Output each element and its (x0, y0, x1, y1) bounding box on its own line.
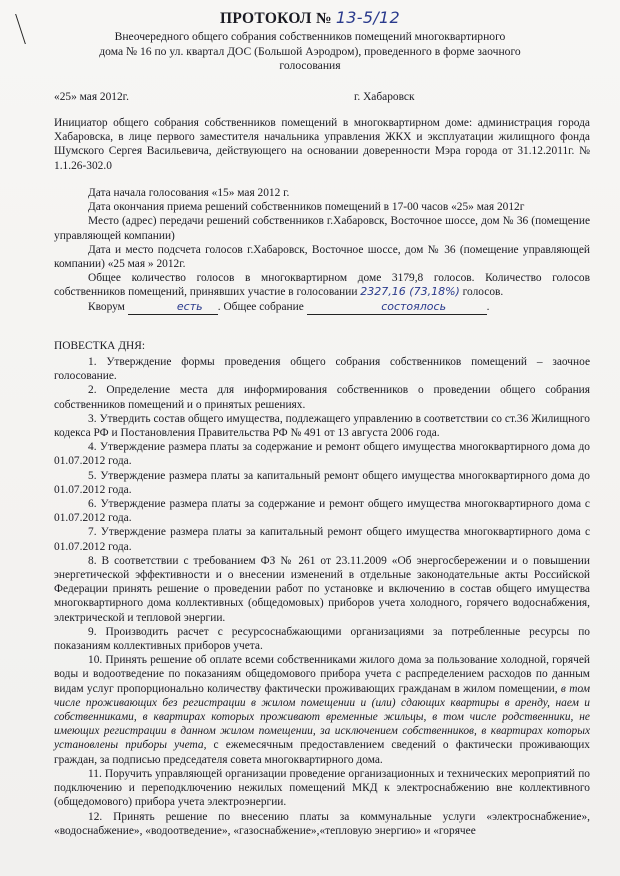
protocol-city: г. Хабаровск (354, 91, 415, 103)
agenda-item: 4. Утверждение размера платы за содержание и ремонт общего имущества многоквартирного дома до 01.07.2012 года. (54, 441, 590, 468)
voting-place: Место (адрес) передачи решений собственников г.Хабаровск, Восточное шоссе, дом № 36 (помещение управляющей компании) (54, 215, 590, 242)
initiator-text: Инициатор общего собрания собственников помещений в многоквартирном доме: администрация города Хабаровска, в лице первого заместителя начальника управления ЖКХ и эксплуатации жилищного фонда Шумского Сергея Васильевича, действующего на основании доверенности Мэра города от 31.12.2011г. № 1.1.26-302.0 (54, 117, 590, 172)
quorum-value: есть (128, 300, 218, 315)
votes-participated-handwritten: 2327,16 (73,18%) (360, 285, 460, 299)
agenda-item: 11. Поручить управляющей организации проведение организационных и технических мероприятий по подключению и переподключению нежилых помещений МКД к электроснабжению вне коллективного (общедомового) прибора учета электроэнергии. (54, 767, 590, 809)
subtitle-line: Внеочередного общего собрания собственников помещений многоквартирного (114, 30, 506, 43)
agenda-item-10-italic: в том числе проживающих без регистрации в жилом помещении и (или) сдающих квартиры в аренду, наем и собственниками, в квартирах которых проживают временные жильцы, в том числе родственники, не имеющих регистрации в данном жилом помещении, за исключением собственников, в квартирах которых установлены приборы учета, (54, 682, 590, 752)
meeting-value: состоялось (307, 300, 487, 315)
voting-start: Дата начала голосования «15» мая 2012 г. (88, 187, 290, 199)
agenda-item: 2. Определение места для информирования собственников о проведении общего собрания собственников помещений и о принятых решениях. (54, 384, 590, 411)
subtitle-line: дома № 16 по ул. квартал ДОС (Большой Аэродром), проведенного в форме заочного (99, 44, 521, 58)
initiator-paragraph (54, 116, 590, 173)
agenda-item: 1. Утверждение формы проведения общего собрания собственников помещений – заочное голосование. (54, 356, 590, 383)
agenda-item: 9. Производить расчет с ресурсоснабжающими организациями за потребленные ресурсы по показаниям коллективных приборов учета. (54, 625, 590, 653)
protocol-date: «25» мая 2012г. (54, 91, 129, 103)
votes-total-suffix: голосов. (462, 286, 504, 299)
votes-total-text: Общее количество голосов в многоквартирном доме 3179,8 голосов. Количество голосов собственников помещений, принявших участие в голосовании (54, 272, 590, 299)
protocol-subtitle (70, 30, 550, 74)
title-text: ПРОТОКОЛ № (220, 10, 332, 27)
count-place: Дата и место подсчета голосов г.Хабаровск, Восточное шоссе, дом № 36 (помещение управляющей компании) «25 мая » 2012г. (54, 243, 590, 271)
agenda-item: 7. Утверждение размера платы за капитальный ремонт общего имущества многоквартирного дома с 01.07.2012 года. (54, 526, 590, 553)
agenda-list (54, 355, 590, 838)
protocol-number-handwritten: 13-5/12 (335, 8, 400, 27)
agenda-item-10-part: с ежемесячным предоставлением сведений о фактически проживающих граждан, за подписью председателя совета многоквартирного дома. (54, 739, 590, 766)
agenda-item: 6. Утверждение размера платы за содержание и ремонт общего имущества многоквартирного дома с 01.07.2012 года. (54, 498, 590, 525)
agenda-item-10-part: 10. Принять решение об оплате всеми собственниками жилого дома за пользование холодной, горячей воды и водоотведение по показаниям общедомового прибора учета с распределением расходов по данным видам услуг пропорционально количеству фактически проживающих гражданам в жилом помещении, (54, 654, 590, 695)
votes-total (54, 271, 590, 299)
agenda-item: 8. В соответствии с требованием ФЗ № 261 от 23.11.2009 «Об энергосбережении и о повышении энергетической эффективности и о внесении изменений в отдельные законодательные акты Российской Федерации принять решение о проведении работ по установке и включению в состав общего имущества многоквартирного дома коллективных (общедомовых) приборов учета холодного, горячего водоснабжения, электрической и тепловой энергии. (54, 554, 590, 624)
protocol-title (0, 8, 620, 28)
voting-details (54, 186, 590, 315)
voting-end: Дата окончания приема решений собственников помещений в 17-00 часов «25» мая 2012г (88, 201, 525, 214)
agenda-item: 5. Утверждение размера платы за капитальный ремонт общего имущества многоквартирного дома до 01.07.2012 года. (54, 469, 590, 496)
agenda-item-10 (54, 653, 590, 767)
meeting-label: . Общее собрание (217, 300, 304, 313)
agenda-item: 12. Принять решение по внесению платы за коммунальные услуги «электроснабжение», «водоснабжение», «водоотведение», «газоснабжение»,«тепловую энергию» и «горячее (54, 810, 590, 837)
quorum-line: Кворум есть . Общее собрание состоялось . (54, 300, 590, 315)
agenda-heading: ПОВЕСТКА ДНЯ: (54, 340, 145, 352)
agenda-item: 3. Утвердить состав общего имущества, подлежащего управлению в соответствии со ст.36 Жилищного кодекса РФ и Постановления Правительства РФ № 491 от 13 августа 2006 года. (54, 412, 590, 440)
subtitle-line: голосования (279, 59, 341, 72)
quorum-label: Кворум (88, 300, 125, 313)
